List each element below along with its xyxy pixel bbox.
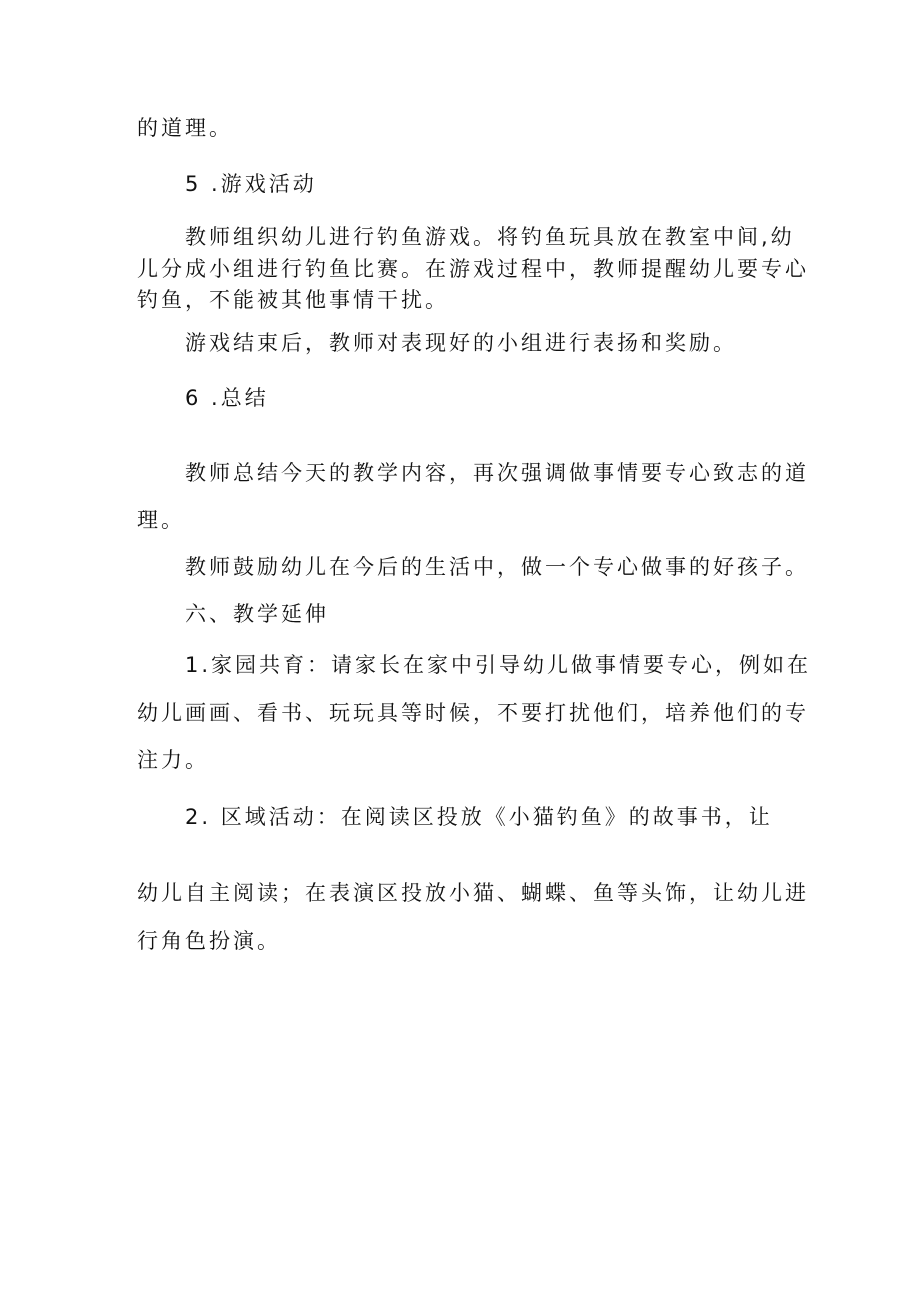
section-heading-summary: 6 .总结 [185, 386, 269, 410]
paragraph-line: 1.家园共育：请家长在家中引导幼儿做事情要专心，例如在 [185, 653, 812, 677]
paragraph-line: 教师总结今天的教学内容，再次强调做事情要专心致志的道 [185, 461, 809, 485]
paragraph-line: 游戏结束后，教师对表现好的小组进行表扬和奖励。 [185, 331, 737, 355]
paragraph-line: 儿分成小组进行钓鱼比赛。在游戏过程中，教师提醒幼儿要专心 [137, 257, 809, 281]
paragraph-line: 教师鼓励幼儿在今后的生活中，做一个专心做事的好孩子。 [185, 555, 809, 579]
paragraph-line: 幼儿自主阅读；在表演区投放小猫、蝴蝶、鱼等头饰，让幼儿进 [137, 881, 809, 905]
paragraph-line: 幼儿画画、看书、玩玩具等时候，不要打扰他们，培养他们的专 [137, 701, 809, 725]
section-heading-game: 5 .游戏活动 [185, 172, 317, 196]
paragraph-line: 的道理。 [137, 116, 233, 140]
paragraph-line: 教师组织幼儿进行钓鱼游戏。将钓鱼玩具放在教室中间,幼 [185, 225, 795, 249]
paragraph-line: 注力。 [137, 748, 209, 772]
section-heading-extension: 六、教学延伸 [185, 602, 329, 626]
paragraph-line: 行角色扮演。 [137, 929, 281, 953]
paragraph-line: 理。 [137, 508, 185, 532]
paragraph-line: 钓鱼，不能被其他事情干扰。 [137, 288, 449, 312]
paragraph-line: 2. 区域活动：在阅读区投放《小猫钓鱼》的故事书，让 [185, 805, 773, 829]
